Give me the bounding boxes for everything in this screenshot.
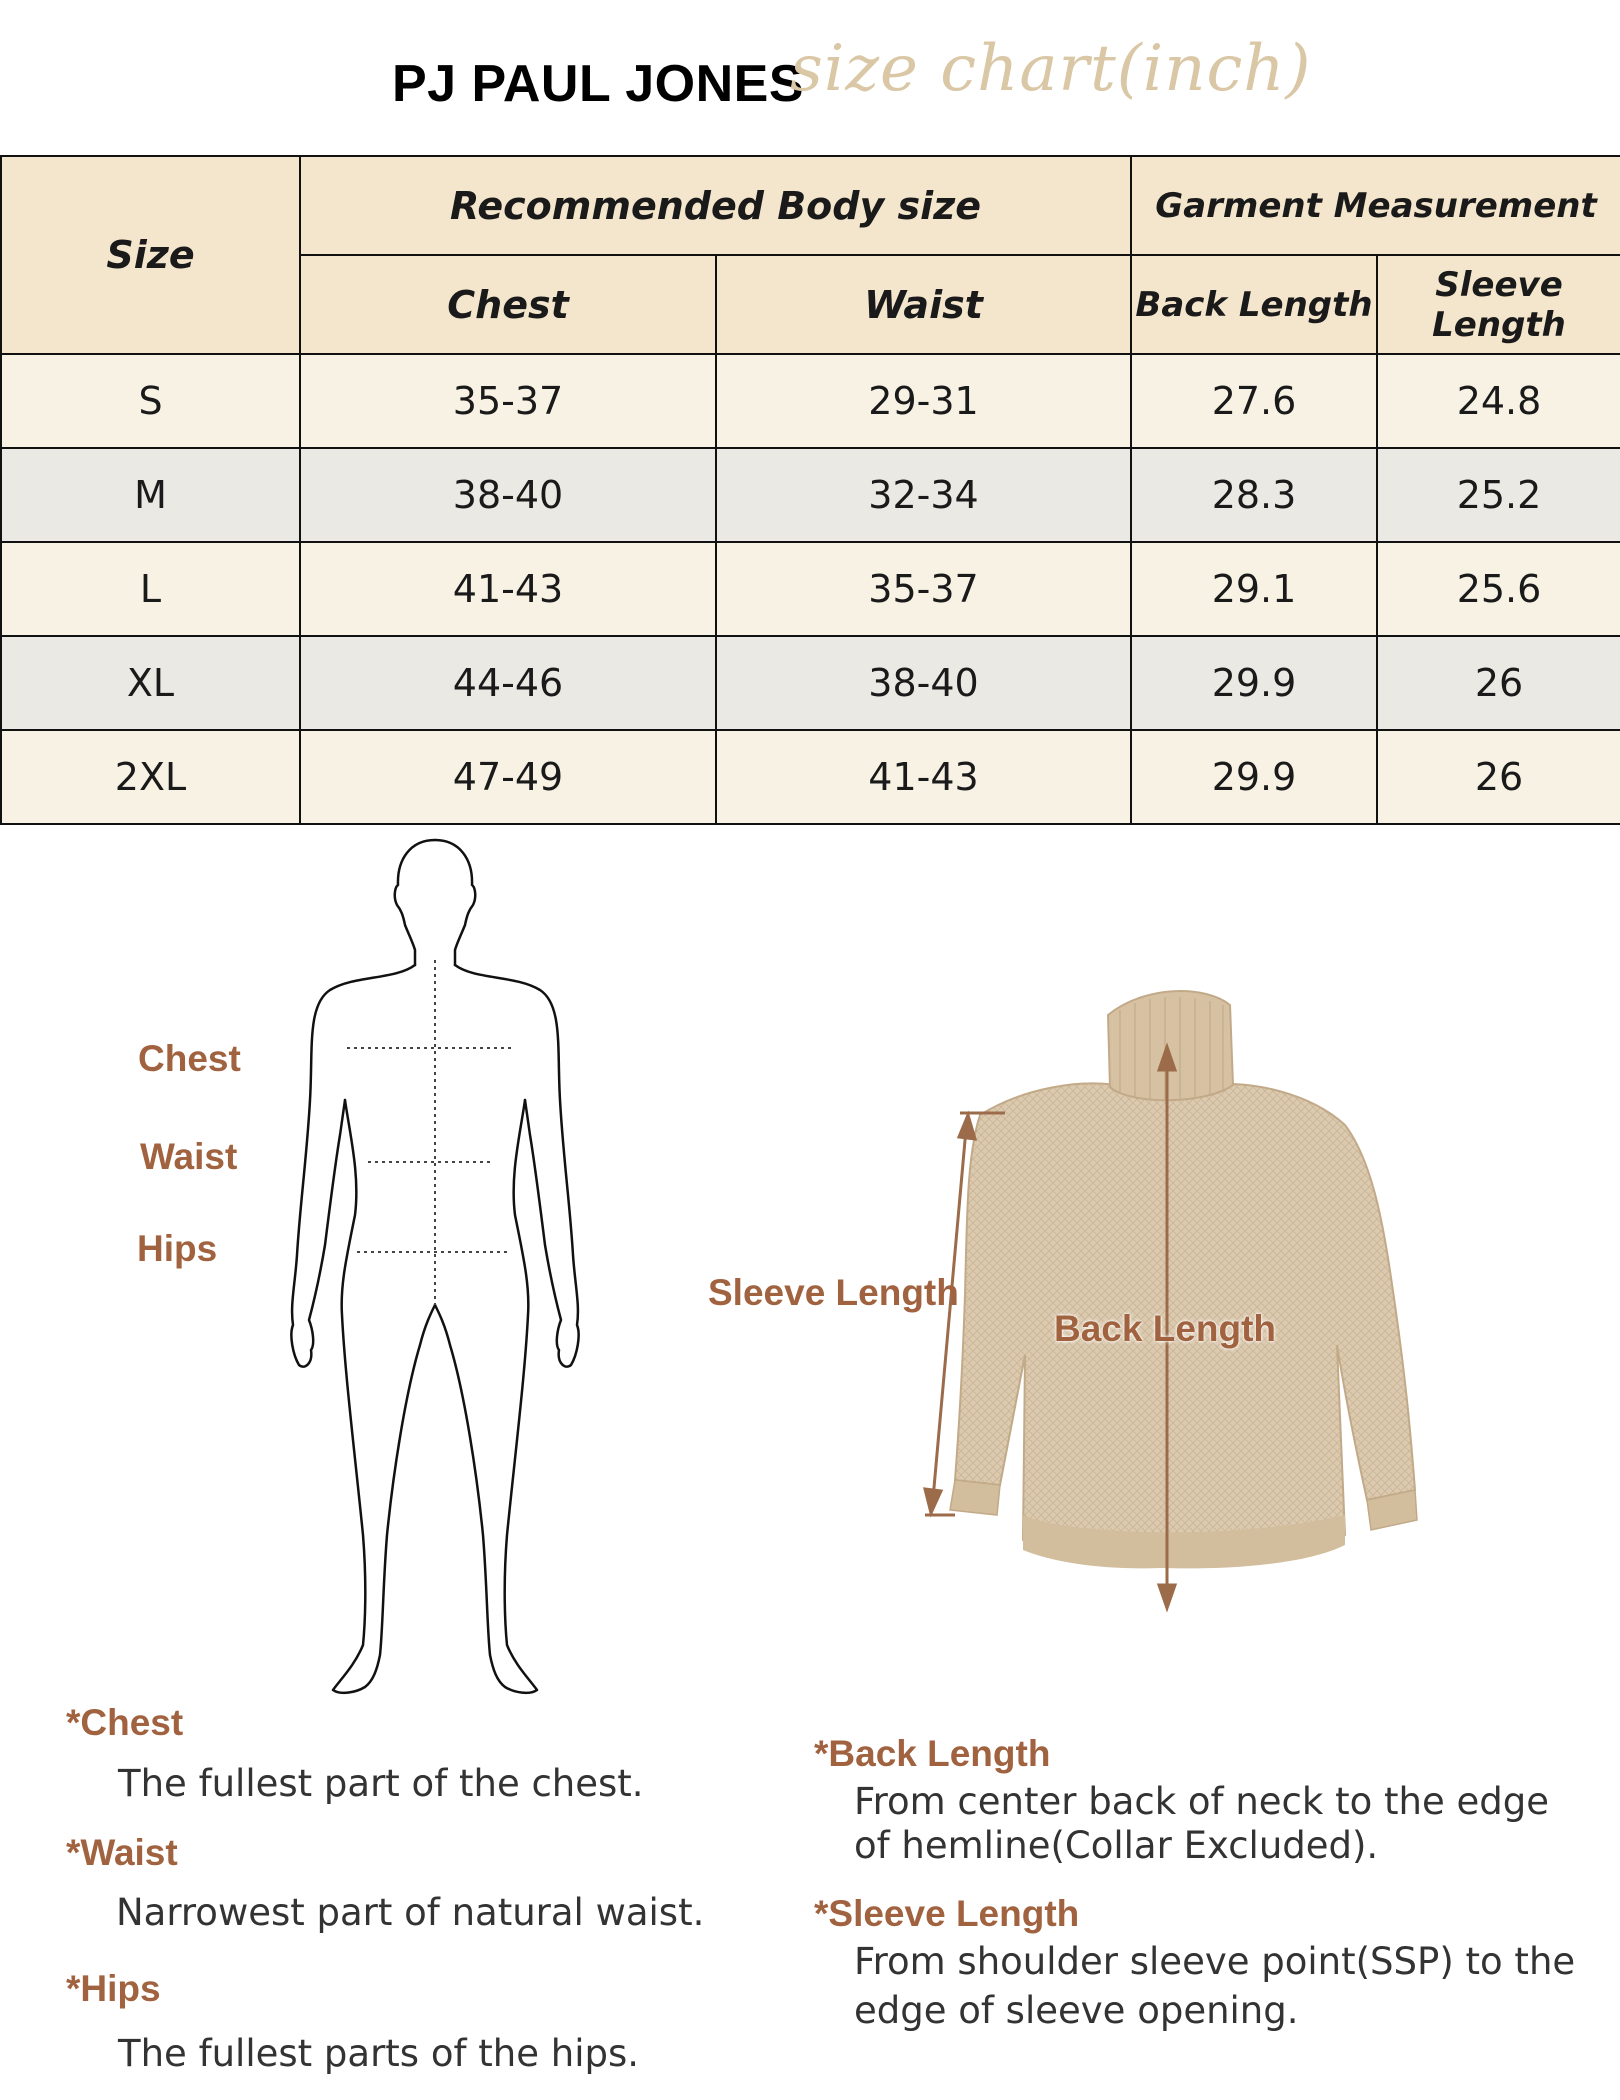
back-length-cell: 29.1 bbox=[1131, 542, 1377, 636]
size-cell: S bbox=[1, 354, 300, 448]
waist-column-header: Waist bbox=[716, 255, 1131, 354]
human-body-outline-icon bbox=[285, 835, 585, 1705]
table-row bbox=[1, 354, 1620, 448]
chest-cell: 38-40 bbox=[300, 448, 716, 542]
chest-cell: 44-46 bbox=[300, 636, 716, 730]
waist-cell: 32-34 bbox=[716, 448, 1131, 542]
chest-note-text: The fullest part of the chest. bbox=[118, 1762, 644, 1805]
hips-note-heading: *Hips bbox=[66, 1968, 161, 2009]
chest-cell: 41-43 bbox=[300, 542, 716, 636]
hips-figure-label: Hips bbox=[137, 1228, 218, 1269]
chest-cell: 47-49 bbox=[300, 730, 716, 824]
sleeve-length-note-line1: From shoulder sleeve point(SSP) to the bbox=[854, 1940, 1576, 1983]
waist-figure-label: Waist bbox=[140, 1136, 238, 1177]
waist-note-text: Narrowest part of natural waist. bbox=[116, 1891, 705, 1934]
sleeve-length-cell: 25.2 bbox=[1377, 448, 1620, 542]
back-length-cell: 29.9 bbox=[1131, 730, 1377, 824]
back-length-note-line2: of hemline(Collar Excluded). bbox=[854, 1824, 1379, 1867]
sleeve-length-cell: 26 bbox=[1377, 636, 1620, 730]
size-cell: M bbox=[1, 448, 300, 542]
chart-subtitle: size chart(inch) bbox=[790, 32, 1312, 106]
size-cell: XL bbox=[1, 636, 300, 730]
body-size-group-header: Recommended Body size bbox=[300, 156, 1131, 255]
back-length-cell: 27.6 bbox=[1131, 354, 1377, 448]
size-table bbox=[0, 155, 1620, 825]
table-row bbox=[1, 636, 1620, 730]
back-length-column-header: Back Length bbox=[1131, 255, 1377, 354]
sleeve-length-note-line2: edge of sleeve opening. bbox=[854, 1989, 1299, 2032]
waist-cell: 38-40 bbox=[716, 636, 1131, 730]
back-length-figure-label: Back Length bbox=[1054, 1308, 1277, 1349]
chart-title bbox=[0, 20, 1620, 150]
waist-note-heading: *Waist bbox=[66, 1832, 178, 1873]
garment-group-header: Garment Measurement bbox=[1131, 156, 1620, 255]
sleeve-length-cell: 24.8 bbox=[1377, 354, 1620, 448]
chest-column-header: Chest bbox=[300, 255, 716, 354]
sleeve-length-cell: 25.6 bbox=[1377, 542, 1620, 636]
waist-cell: 35-37 bbox=[716, 542, 1131, 636]
size-header: Size bbox=[1, 156, 300, 354]
brand-name: PJ PAUL JONES bbox=[392, 55, 805, 113]
table-row bbox=[1, 730, 1620, 824]
chest-cell: 35-37 bbox=[300, 354, 716, 448]
back-length-note-heading: *Back Length bbox=[814, 1733, 1051, 1774]
back-length-cell: 29.9 bbox=[1131, 636, 1377, 730]
waist-cell: 41-43 bbox=[716, 730, 1131, 824]
table-row bbox=[1, 448, 1620, 542]
back-length-cell: 28.3 bbox=[1131, 448, 1377, 542]
size-cell: 2XL bbox=[1, 730, 300, 824]
waist-cell: 29-31 bbox=[716, 354, 1131, 448]
size-cell: L bbox=[1, 542, 300, 636]
chest-note-heading: *Chest bbox=[66, 1702, 184, 1743]
sleeve-length-figure-label: Sleeve Length bbox=[708, 1272, 959, 1313]
sleeve-length-column-header: Sleeve Length bbox=[1377, 255, 1620, 354]
sleeve-length-note-heading: *Sleeve Length bbox=[814, 1893, 1080, 1934]
hips-note-text: The fullest parts of the hips. bbox=[118, 2032, 639, 2075]
back-length-note-line1: From center back of neck to the edge bbox=[854, 1780, 1549, 1823]
sweater-illustration-icon bbox=[905, 975, 1465, 1625]
table-row bbox=[1, 542, 1620, 636]
chest-figure-label: Chest bbox=[138, 1038, 241, 1079]
sleeve-length-cell: 26 bbox=[1377, 730, 1620, 824]
